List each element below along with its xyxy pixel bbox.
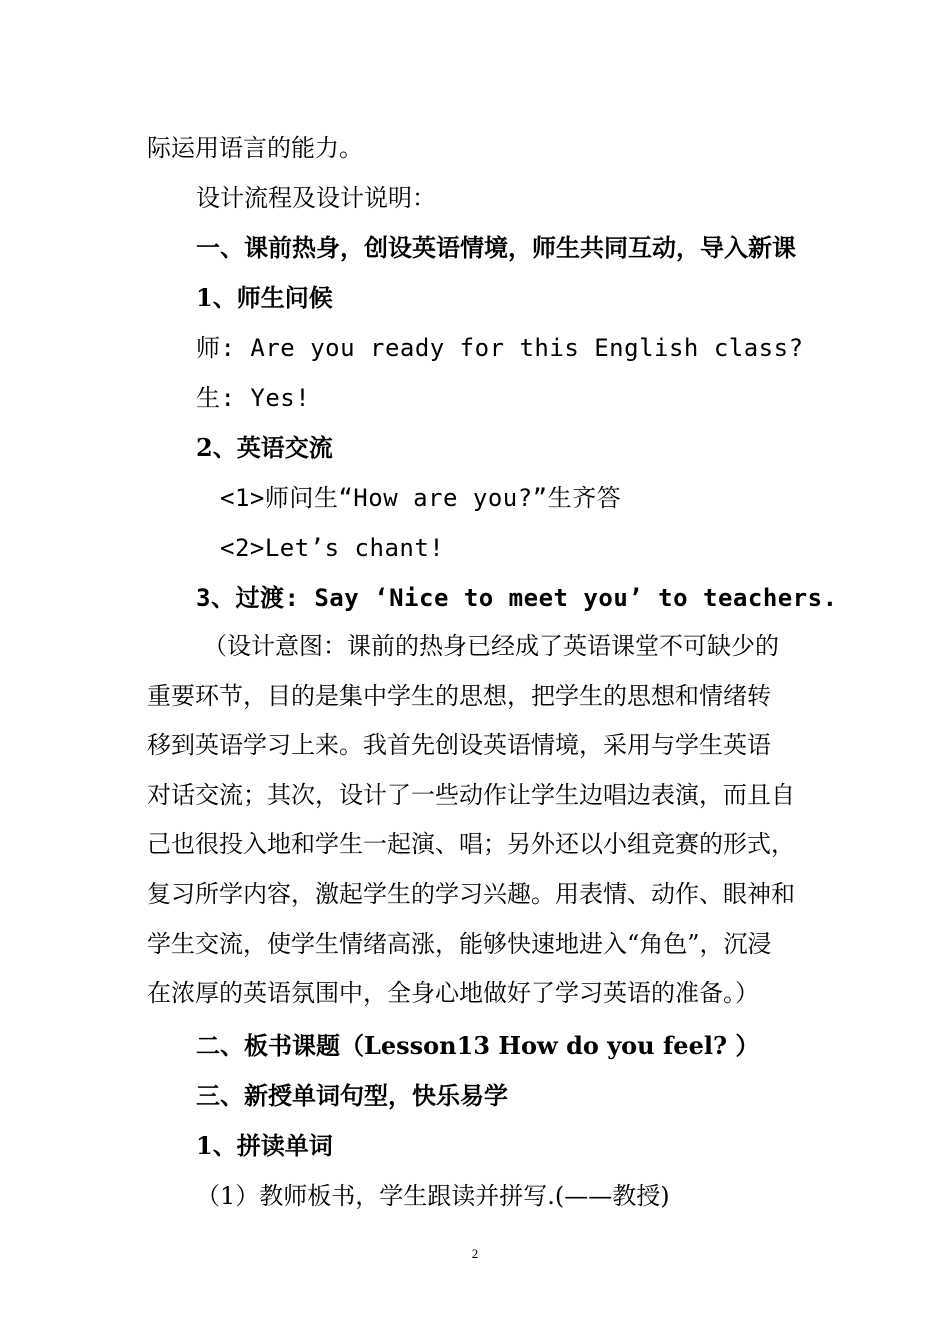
section-heading: 一、课前热身，创设英语情境，师生共同互动，导入新课 [196, 233, 796, 262]
subsection-heading: 2、英语交流 [196, 433, 333, 462]
section-heading: 三、新授单词句型，快乐易学 [196, 1081, 508, 1110]
paragraph-line: 己也很投入地和学生一起演、唱；另外还以小组竞赛的形式， [147, 830, 795, 859]
dialogue-line: 师: Are you ready for this English class? [196, 334, 804, 362]
step-line: <2>Let’s chant! [220, 534, 445, 562]
step-line: <1>师问生“How are you?”生齐答 [220, 484, 622, 512]
page-number: 2 [471, 1246, 479, 1261]
paragraph-line: 复习所学内容，激起学生的学习兴趣。用表情、动作、眼神和 [147, 879, 795, 908]
paragraph-line: 移到英语学习上来。我首先创设英语情境，采用与学生英语 [147, 731, 771, 760]
subsection-heading: 1、师生问候 [196, 283, 333, 312]
text-line: 设计流程及设计说明： [196, 184, 436, 212]
design-note-paragraph [147, 622, 812, 1019]
text-line: 际运用语言的能力。 [147, 134, 363, 162]
subsection-heading: 1、拼读单词 [196, 1131, 333, 1160]
subsection-heading: 3、过渡: Say ‘Nice to meet you’ to teachers. [196, 584, 838, 612]
paragraph-line: （设计意图：课前的热身已经成了英语课堂不可缺少的 [203, 632, 779, 660]
paragraph-line: 对话交流；其次，设计了一些动作让学生边唱边表演，而且自 [147, 780, 795, 809]
paragraph-line: 重要环节，目的是集中学生的思想，把学生的思想和情绪转 [147, 681, 771, 710]
dialogue-line: 生: Yes! [196, 384, 311, 412]
text-line: （1）教师板书，学生跟读并拼写.(——教授) [196, 1182, 670, 1210]
section-heading: 二、板书课题（Lesson13 How do you feel? ） [196, 1031, 760, 1060]
paragraph-line: 在浓厚的英语氛围中，全身心地做好了学习英语的准备。） [147, 979, 759, 1008]
paragraph-line: 学生交流，使学生情绪高涨，能够快速地进入“角色”，沉浸 [147, 929, 772, 958]
